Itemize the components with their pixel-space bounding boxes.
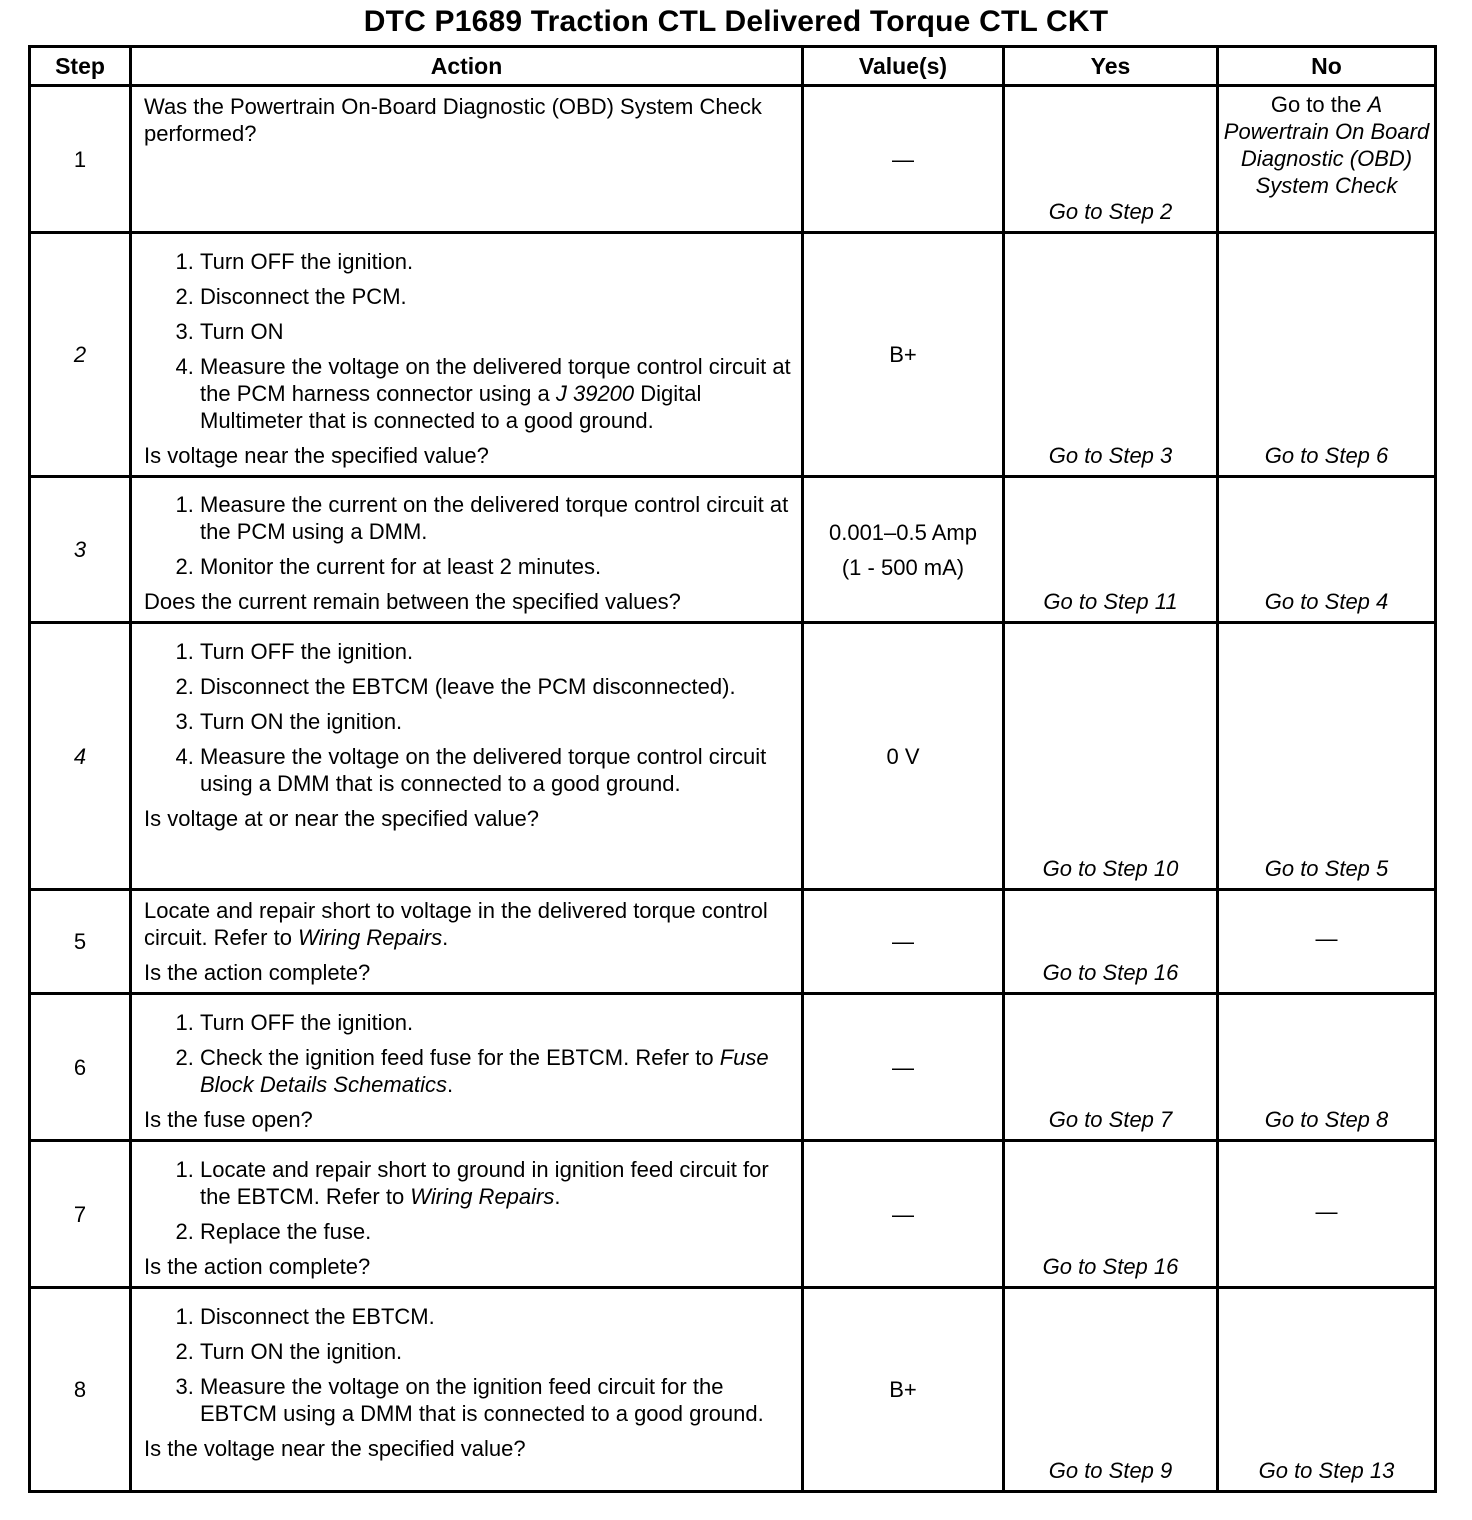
no-cell: Go to Step 13 (1218, 1288, 1436, 1492)
action-steps (144, 1009, 791, 1098)
action-question: Is the action complete? (144, 960, 371, 985)
table-row (30, 623, 1436, 890)
yes-cell: Go to Step 11 (1004, 477, 1218, 623)
action-step: 1. Turn OFF the ignition. (200, 1009, 791, 1036)
no-reference: A Powertrain On Board Diagnostic (OBD) System Check (1223, 92, 1430, 198)
table-row (30, 994, 1436, 1141)
action-steps (144, 491, 791, 580)
action-step (200, 353, 791, 434)
action-step-text: Measure the voltage on the delivered torque control circuit at the PCM harness connector using a (200, 354, 791, 406)
header-no: No (1218, 47, 1436, 86)
no-cell: — (1218, 1141, 1436, 1288)
action-instruction (144, 897, 791, 951)
action-text (131, 994, 803, 1141)
repair-reference: Wiring Repairs (410, 1184, 555, 1209)
value-cell: — (803, 890, 1004, 994)
action-step (200, 1044, 791, 1098)
action-step: 2. Turn ON the ignition. (200, 1338, 791, 1365)
action-question: Is the voltage near the specified value? (144, 1436, 526, 1461)
action-step: 1. Disconnect the EBTCM. (200, 1303, 791, 1330)
action-step (200, 1156, 791, 1210)
step-number: 8 (30, 1288, 131, 1492)
action-step-end: . (554, 1184, 561, 1209)
action-step: 3. Turn ON (200, 318, 791, 345)
action-step-end: . (446, 1072, 454, 1097)
action-step: 2. Disconnect the EBTCM (leave the PCM disconnected). (200, 673, 791, 700)
action-step-text: Locate and repair short to ground in ignition feed circuit for the EBTCM. Refer to (200, 1157, 769, 1209)
page-title: DTC P1689 Traction CTL Delivered Torque CTL CKT (363, 5, 1109, 38)
action-steps (144, 1303, 791, 1427)
value-cell: B+ (803, 1288, 1004, 1492)
table-header-row (30, 47, 1436, 86)
yes-cell: Go to Step 2 (1004, 86, 1218, 233)
value-secondary: (1 - 500 mA) (841, 554, 965, 580)
action-step: 3. Measure the voltage on the ignition feed circuit for the EBTCM using a DMM that is connected to a good ground. (200, 1373, 791, 1427)
action-step: 1. Measure the current on the delivered torque control circuit at the PCM using a DMM. (200, 491, 791, 545)
action-step: 2. Replace the fuse. (200, 1218, 791, 1245)
action-text (131, 233, 803, 477)
action-step-text: Check the ignition feed fuse for the EBTCM. Refer to (200, 1045, 720, 1070)
value-cell: 0 V (803, 623, 1004, 890)
step-number: 1 (30, 86, 131, 233)
action-text (131, 890, 803, 994)
action-step: 2. Monitor the current for at least 2 minutes. (200, 553, 791, 580)
action-question: Was the Powertrain On-Board Diagnostic (OBD) System Check performed? (144, 94, 762, 146)
no-cell: — (1218, 890, 1436, 994)
action-step-text: Digital Multimeter that is connected to a good ground. (200, 381, 702, 433)
table-row (30, 233, 1436, 477)
action-steps (144, 1156, 791, 1245)
action-question: Is voltage near the specified value? (144, 443, 489, 468)
action-instruction-text: Locate and repair short to voltage in the delivered torque control circuit. Refer to (144, 898, 768, 950)
step-number: 5 (30, 890, 131, 994)
yes-cell: Go to Step 7 (1004, 994, 1218, 1141)
repair-reference: Wiring Repairs (298, 925, 443, 950)
table-row (30, 1288, 1436, 1492)
value-cell: — (803, 1141, 1004, 1288)
yes-cell: Go to Step 9 (1004, 1288, 1218, 1492)
no-prefix: Go to the (1270, 92, 1368, 117)
no-cell: Go to Step 4 (1218, 477, 1436, 623)
action-steps (144, 638, 791, 797)
step-number: 2 (30, 233, 131, 477)
table-row (30, 890, 1436, 994)
table-row (30, 1141, 1436, 1288)
no-cell (1218, 86, 1436, 233)
action-step: 1. Turn OFF the ignition. (200, 248, 791, 275)
action-text (131, 1288, 803, 1492)
header-step: Step (30, 47, 131, 86)
diagnostic-table (28, 45, 1437, 1493)
action-text (131, 1141, 803, 1288)
action-question: Is the fuse open? (144, 1107, 313, 1132)
action-text (131, 477, 803, 623)
action-steps (144, 248, 791, 434)
no-cell: Go to Step 5 (1218, 623, 1436, 890)
tool-reference: J 39200 (555, 381, 635, 406)
value-cell: — (803, 994, 1004, 1141)
no-cell: Go to Step 8 (1218, 994, 1436, 1141)
table-row (30, 86, 1436, 233)
step-number: 4 (30, 623, 131, 890)
step-number: 3 (30, 477, 131, 623)
table-row (30, 477, 1436, 623)
value-primary: 0.001–0.5 Amp (828, 519, 977, 545)
yes-cell: Go to Step 3 (1004, 233, 1218, 477)
value-cell: — (803, 86, 1004, 233)
no-cell: Go to Step 6 (1218, 233, 1436, 477)
action-step: 1. Turn OFF the ignition. (200, 638, 791, 665)
header-yes: Yes (1004, 47, 1218, 86)
action-step: 2. Disconnect the PCM. (200, 283, 791, 310)
action-question: Is voltage at or near the specified value? (144, 806, 540, 831)
header-action: Action (131, 47, 803, 86)
action-text (131, 623, 803, 890)
action-step: 4. Measure the voltage on the delivered torque control circuit using a DMM that is connected to a good ground. (200, 743, 791, 797)
step-number: 7 (30, 1141, 131, 1288)
step-number: 6 (30, 994, 131, 1141)
yes-cell: Go to Step 10 (1004, 623, 1218, 890)
action-question: Does the current remain between the specified values? (144, 589, 681, 614)
yes-cell: Go to Step 16 (1004, 890, 1218, 994)
yes-cell: Go to Step 16 (1004, 1141, 1218, 1288)
value-cell: B+ (803, 233, 1004, 477)
action-step: 3. Turn ON the ignition. (200, 708, 791, 735)
action-text (131, 86, 803, 233)
header-values: Value(s) (803, 47, 1004, 86)
schematic-reference: Fuse Block Details Schematics (200, 1045, 769, 1097)
action-instruction-end: . (442, 925, 449, 950)
action-question: Is the action complete? (144, 1254, 371, 1279)
value-cell (803, 477, 1004, 623)
